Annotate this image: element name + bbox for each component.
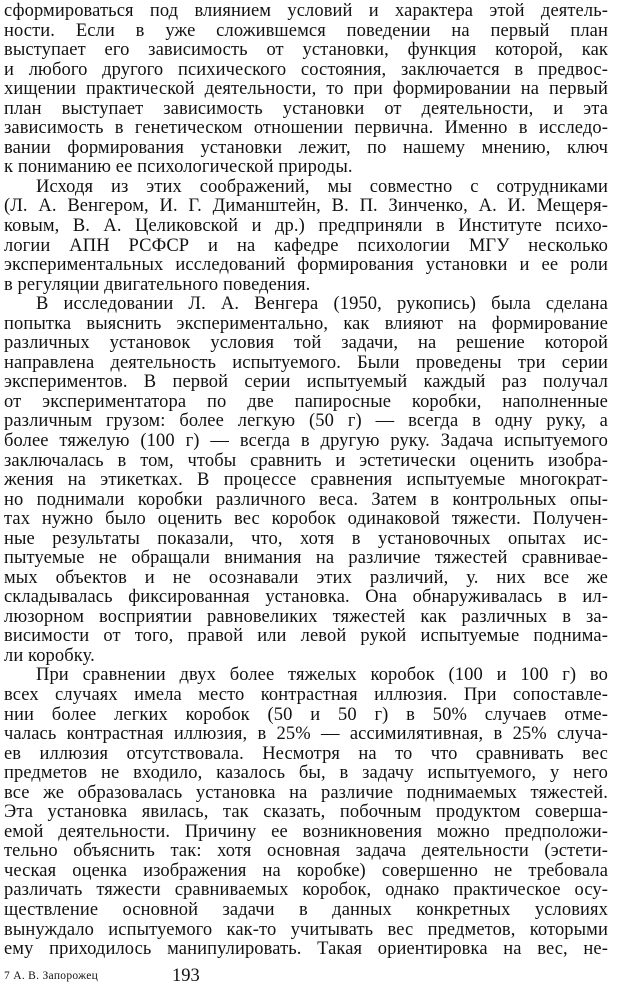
text-line: к пониманию ее психологической природы. bbox=[4, 157, 353, 178]
text-line: (Л. А. Венгером, И. Г. Диманштейн, В. П. Зинченко, А. И. Мещеря- bbox=[4, 196, 608, 217]
text-line: предметов не входило, казалось бы, в задачу испытуемого, у него bbox=[4, 763, 608, 784]
text-line: от экспериментатора по две папиросные коробки, наполненные bbox=[4, 391, 608, 412]
text-line: ности. Если в уже сложившемся поведении на первый план bbox=[4, 20, 608, 41]
text-line: чалась контрастная иллюзия, в 25% — ассимилятивная, в 25% случа- bbox=[4, 724, 608, 744]
text-line: ли коробку. bbox=[4, 645, 95, 666]
text-line: план выступает зависимость установки от деятельности, и эта bbox=[4, 98, 608, 119]
text-line: зависимость в генетическом отношении первична. Именно в исследо- bbox=[4, 118, 608, 139]
text-line: но поднимали коробки различного веса. Затем в контрольных опы- bbox=[4, 489, 608, 510]
text-line: нии более легких коробок (50 и 50 г) в 50% случаев отме- bbox=[4, 704, 608, 725]
text-line: экспериментов. В первой серии испытуемый каждый раз получал bbox=[4, 372, 608, 393]
text-line: в регуляции двигательного поведения. bbox=[4, 274, 311, 295]
text-line: различным грузом: более легкую (50 г) — всегда в одну руку, а bbox=[4, 411, 608, 432]
text-line: вании формирования установки лежит, по нашему мнению, ключ bbox=[4, 137, 608, 158]
text-line: заключалась в том, чтобы сравнить и эстетически оценить изобра- bbox=[4, 450, 608, 471]
text-line: емой деятельности. Причину ее возникновения можно предположи- bbox=[4, 821, 608, 842]
text-line: ческая оценка изображения на коробке) совершенно не требовала bbox=[4, 860, 608, 881]
text-line: попытка выяснить экспериментально, как влияют на формирование bbox=[4, 313, 608, 334]
text-line: более тяжелую (100 г) — всегда в другую руку. Задача испытуемого bbox=[4, 430, 608, 451]
text-line: ев иллюзия отсутствовала. Несмотря на то что сравнивать вес bbox=[4, 743, 608, 764]
text-line: всех случаях имела место контрастная иллюзия. При сопоставле- bbox=[4, 685, 608, 705]
text-line: сформироваться под влиянием условий и характера этой деятель- bbox=[4, 1, 608, 21]
text-line: Эта установка явилась, так сказать, побочным продуктом соверша- bbox=[4, 802, 608, 823]
signature-mark: 7 А. В. Запорожец bbox=[4, 970, 99, 982]
text-line: ществление основной задачи в данных конкретных условиях bbox=[4, 899, 608, 920]
text-line: складывалась фиксированная установка. Она обнаруживалась в ил- bbox=[4, 587, 608, 608]
text-line: экспериментальных исследований формирования установки и ее роли bbox=[4, 255, 608, 275]
text-line: тельно объяснить так: хотя основная задача деятельности (эстети- bbox=[4, 841, 608, 862]
text-line: выступает его зависимость от установки, функция которой, как bbox=[4, 40, 608, 61]
text-line: жения на этикетках. В процессе сравнения испытуемые многократ- bbox=[4, 470, 608, 490]
text-line: различать тяжести сравниваемых коробок, однако практическое осу- bbox=[4, 880, 608, 901]
text-line: направлена деятельность испытуемого. Были проведены три серии bbox=[4, 352, 608, 373]
text-line: Исходя из этих соображений, мы совместно с сотрудниками bbox=[36, 176, 608, 197]
text-line: ковым, В. А. Целиковской и др.) предприняли в Институте психо- bbox=[4, 216, 608, 236]
text-line: и любого другого психического состояния, заключается в предвос- bbox=[4, 59, 608, 80]
text-line: висимости от того, правой или левой рукой испытуемые поднима- bbox=[4, 626, 608, 647]
text-line: При сравнении двух более тяжелых коробок (100 и 100 г) во bbox=[36, 665, 608, 686]
text-line: различных установок условия той задачи, на решение которой bbox=[4, 333, 608, 354]
text-line: ему приходилось манипулировать. Такая ориентировка на вес, не- bbox=[4, 939, 608, 959]
text-line: все же образовалась установка на различие поднимаемых тяжестей. bbox=[4, 782, 608, 803]
text-line: логии АПН РСФСР и на кафедре психологии МГУ несколько bbox=[4, 235, 608, 256]
text-line: тах нужно было оценить вес коробок одинаковой тяжести. Получен- bbox=[4, 509, 608, 530]
text-line: пытуемые не обращали внимания на различие тяжестей сравнивае- bbox=[4, 548, 608, 569]
text-line: люзорном восприятии равновеликих тяжестей как различных в за- bbox=[4, 606, 608, 627]
text-line: вынуждало испытуемого как-то учитывать вес предметов, которыми bbox=[4, 919, 608, 940]
text-line: В исследовании Л. А. Венгера (1950, рукопись) была сделана bbox=[36, 294, 608, 315]
text-line: мых объектов и не осознавали этих различий, у. них все же bbox=[4, 567, 608, 588]
text-line: ные результаты показали, что, хотя в установочных опытах ис- bbox=[4, 528, 608, 549]
text-line: хищении практической деятельности, то при формировании на первый bbox=[4, 79, 608, 100]
page-number: 193 bbox=[172, 966, 200, 986]
